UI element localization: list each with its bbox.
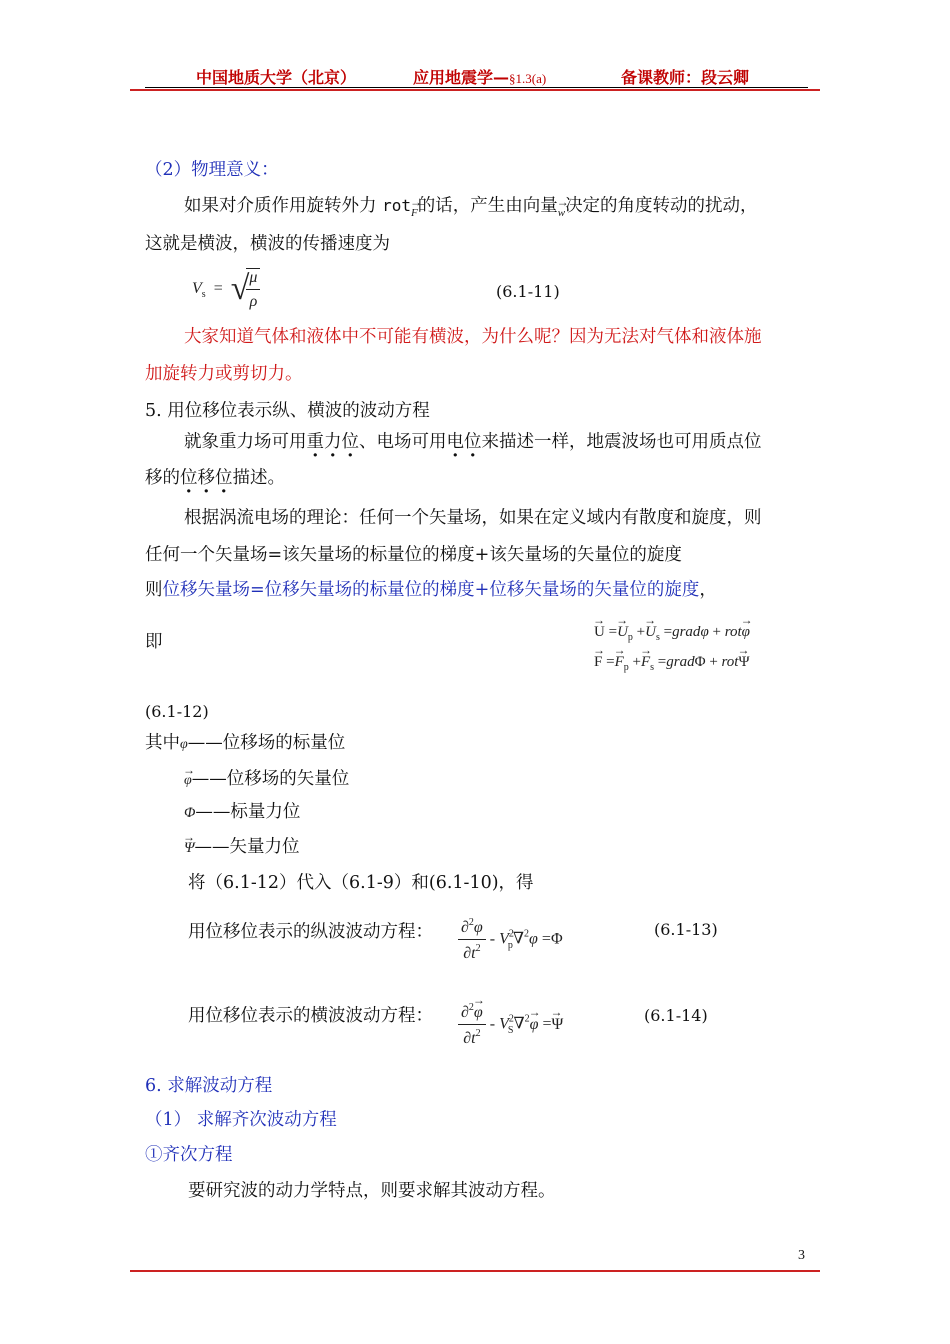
subsection-physical-meaning: （2）物理意义：: [145, 160, 279, 180]
paragraph-potential-1: 就象重力场可用重力位、电场可用电位来描述一样，地震波场也可用质点位: [184, 432, 762, 452]
header-university: 中国地质大学（北京）: [196, 68, 357, 87]
definition-vector-potential: → φ——位移场的矢量位: [184, 767, 349, 793]
sqrt-symbol: √: [230, 270, 250, 308]
p1-vector-w: → $_w$: [558, 207, 565, 219]
p1-text-b: 的话，产生由向量: [417, 196, 558, 216]
paragraph-rotation: [184, 194, 758, 225]
definition-vector-force-potential: → Ψ——矢量力位: [184, 835, 300, 860]
label-ji: 即: [145, 632, 163, 652]
header-rule-red: [130, 89, 820, 91]
footer-rule-red: [130, 1270, 820, 1272]
section-5-title: 5. 用位移位表示纵、横波的波动方程: [145, 401, 430, 421]
equation-6-1-14: $\frac{\partial^2\to \varphi}{\partial t^2}$ - $V^2_S\nabla^2\to \varphi =\to \Psi$: [458, 1002, 563, 1048]
note-red-line-1: 大家知道气体和液体中不可能有横波，为什么呢？因为无法对气体和液体施: [184, 327, 762, 347]
header-course: [413, 65, 546, 88]
paragraph-vector-field: 任何一个矢量场=该矢量场的标量位的梯度+该矢量场的矢量位的旋度: [145, 545, 682, 565]
equation-number-6-1-11: (6.1-11): [496, 282, 560, 301]
definition-scalar-potential: 其中φ——位移场的标量位: [145, 733, 346, 753]
note-red-line-2: 加旋转力或剪切力。: [145, 364, 303, 384]
subsection-6-1: （1） 求解齐次波动方程: [145, 1110, 337, 1130]
equation-6-1-11: $V_s$ = √ $\frac{\mu}{\rho}$: [192, 268, 260, 311]
paragraph-substitute: 将（6.1-12）代入（6.1-9）和(6.1-10)，得: [188, 873, 534, 893]
header-teacher: 备课教师：段云卿: [621, 68, 750, 87]
p1-text-c: 决定的角度转动的扰动，: [565, 196, 758, 216]
p1-rot: rot: [382, 196, 411, 215]
equation-6-1-12-line-1: → $U =\to U_p +\to U_s$ =gradφ + rot→ φ: [594, 624, 750, 643]
paragraph-vortex-theory: 根据涡流电场的理论：任何一个矢量场，如果在定义域内有散度和旋度，则: [184, 508, 762, 528]
section-6-title: 6. 求解波动方程: [145, 1076, 273, 1096]
paragraph-displacement-field: 则位移矢量场=位移矢量场的标量位的梯度+位移矢量场的矢量位的旋度，: [145, 580, 717, 600]
page-number: 3: [798, 1248, 805, 1263]
equation-6-1-13: $\frac{\partial^2\varphi}{\partial t^2}$ - $V^2_p\nabla^2\varphi =\Phi$: [458, 917, 563, 963]
equation-number-6-1-14: (6.1-14): [644, 1006, 708, 1025]
equation-number-6-1-12: (6.1-12): [145, 702, 209, 721]
header-course-title: 应用地震学—: [413, 68, 510, 87]
p1-text-a: 如果对介质作用旋转外力: [184, 196, 377, 216]
label-s-wave-equation: 用位移位表示的横波波动方程：: [188, 1006, 433, 1026]
label-p-wave-equation: 用位移位表示的纵波波动方程：: [188, 922, 433, 942]
paragraph-solve: 要研究波的动力学特点，则要求解其波动方程。: [188, 1181, 556, 1201]
subsection-homogeneous: ①齐次方程: [145, 1145, 233, 1165]
paragraph-shear-wave: 这就是横波，横波的传播速度为: [145, 234, 390, 254]
equation-6-1-12-line-2: → $F =\to F_p +\to F_s$ =gradΦ + rot→ Ψ: [594, 654, 750, 673]
equation-number-6-1-13: (6.1-13): [654, 920, 718, 939]
definition-scalar-force-potential: Φ——标量力位: [184, 802, 301, 822]
header-section: §1.3(a): [509, 71, 547, 86]
paragraph-potential-2: 移的位移位描述。: [145, 468, 285, 488]
p1-vector-F: → $_F$: [411, 207, 418, 219]
